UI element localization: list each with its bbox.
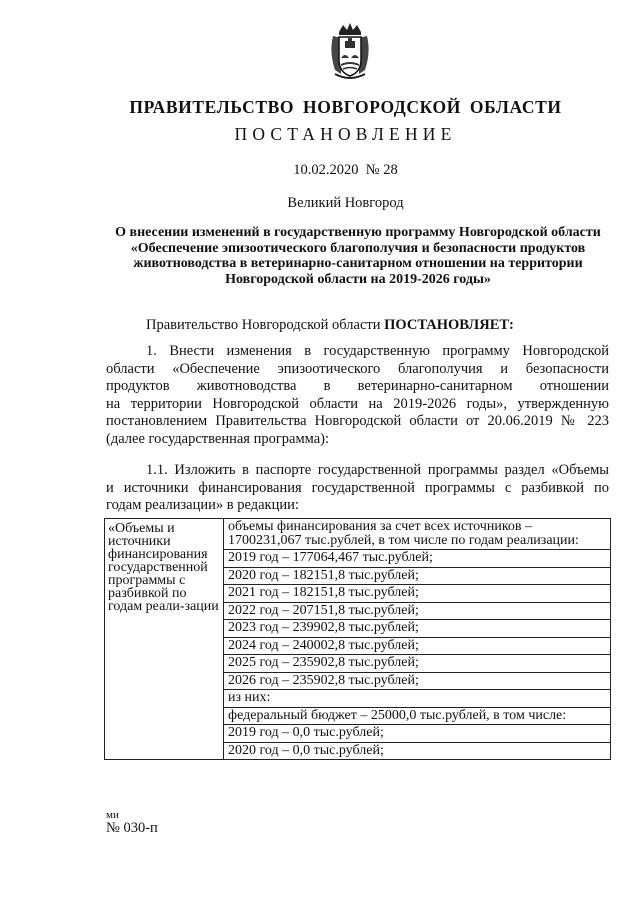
coat-of-arms-icon (327, 22, 373, 80)
paragraph-1 (106, 343, 609, 448)
footer-initials: ми (106, 809, 119, 821)
lead-text: Правительство Новгородской области (146, 317, 381, 333)
table-row (105, 519, 611, 760)
government-name: ПРАВИТЕЛЬСТВО НОВГОРОДСКОЙ ОБЛАСТИ (129, 97, 562, 117)
lead-bold: ПОСТАНОВЛЯЕТ: (384, 317, 514, 333)
p11-line: 1.1. Изложить в паспорте государственной программы раздел «Объемы (146, 462, 609, 478)
table-cell: объемы финансирования за счет всех источников – 1700231,067 тыс.рублей, в том числе по годам реализации: (224, 519, 610, 550)
date-and-number (0, 162, 639, 179)
table-cell: 2023 год – 239902,8 тыс.рублей; (224, 620, 610, 638)
p1-line: (далее государственная программа): (106, 430, 330, 447)
table-cell: 2024 год – 240002,8 тыс.рублей; (224, 638, 610, 656)
table-cell: 2019 год – 177064,467 тыс.рублей; (224, 550, 610, 568)
table-cell: 2025 год – 235902,8 тыс.рублей; (224, 655, 610, 673)
table-cell: 2022 год – 207151,8 тыс.рублей; (224, 603, 610, 621)
p1-line: постановлением Правительства Новгородской области от 20.06.2019 № 223 (106, 413, 609, 429)
document-number: 28 (383, 162, 398, 178)
footer-doc-code: № 030-п (106, 820, 158, 836)
document-type: ПОСТАНОВЛЕНИЕ (234, 124, 457, 144)
p11-line: годам реализации» в редакции: (106, 497, 299, 513)
p1-line: продуктов животноводства в ветеринарно-санитарном отношении (106, 378, 609, 394)
table-cell: 2019 год – 0,0 тыс.рублей; (224, 725, 610, 743)
coat-of-arms-emblem (327, 22, 373, 80)
p1-line: области «Обеспечение эпизоотического благополучия и безопасности (106, 360, 609, 377)
paragraph-1-1 (106, 462, 609, 515)
city: Великий Новгород (287, 195, 404, 211)
table-right-column (224, 519, 611, 760)
table-cell: из них: (224, 690, 610, 708)
number-sign: № (365, 162, 380, 178)
table-cell: 2020 год – 0,0 тыс.рублей; (228, 742, 384, 758)
p1-line: 1. Внести изменения в государственную программу Новгородской (146, 343, 609, 359)
table-cell: 2020 год – 182151,8 тыс.рублей; (224, 568, 610, 586)
lead-paragraph (106, 317, 609, 335)
table-left-label: «Объемы и источники финансирования государственной программы с разбивкой по годам реали-зации (105, 519, 224, 760)
table-cell: 2026 год – 235902,8 тыс.рублей; (224, 673, 610, 691)
table-cell: федеральный бюджет – 25000,0 тыс.рублей, в том числе: (224, 708, 610, 726)
financing-table (104, 518, 611, 760)
p11-line: и источники финансирования государственной программы с разбивкой по (106, 479, 609, 496)
document-date: 10.02.2020 (293, 162, 359, 178)
table-cell: 2021 год – 182151,8 тыс.рублей; (224, 585, 610, 603)
p1-line: на территории Новгородской области на 2019-2026 годы», утвержденную (106, 395, 609, 412)
document-title: О внесении изменений в государственную программу Новгородской области «Обеспечение эпизоотического благополучия и безопасности продуктов животноводства в ветеринарно-санитарном отношении на территории Новгородской области на 2019-2026 годы» (115, 225, 601, 287)
